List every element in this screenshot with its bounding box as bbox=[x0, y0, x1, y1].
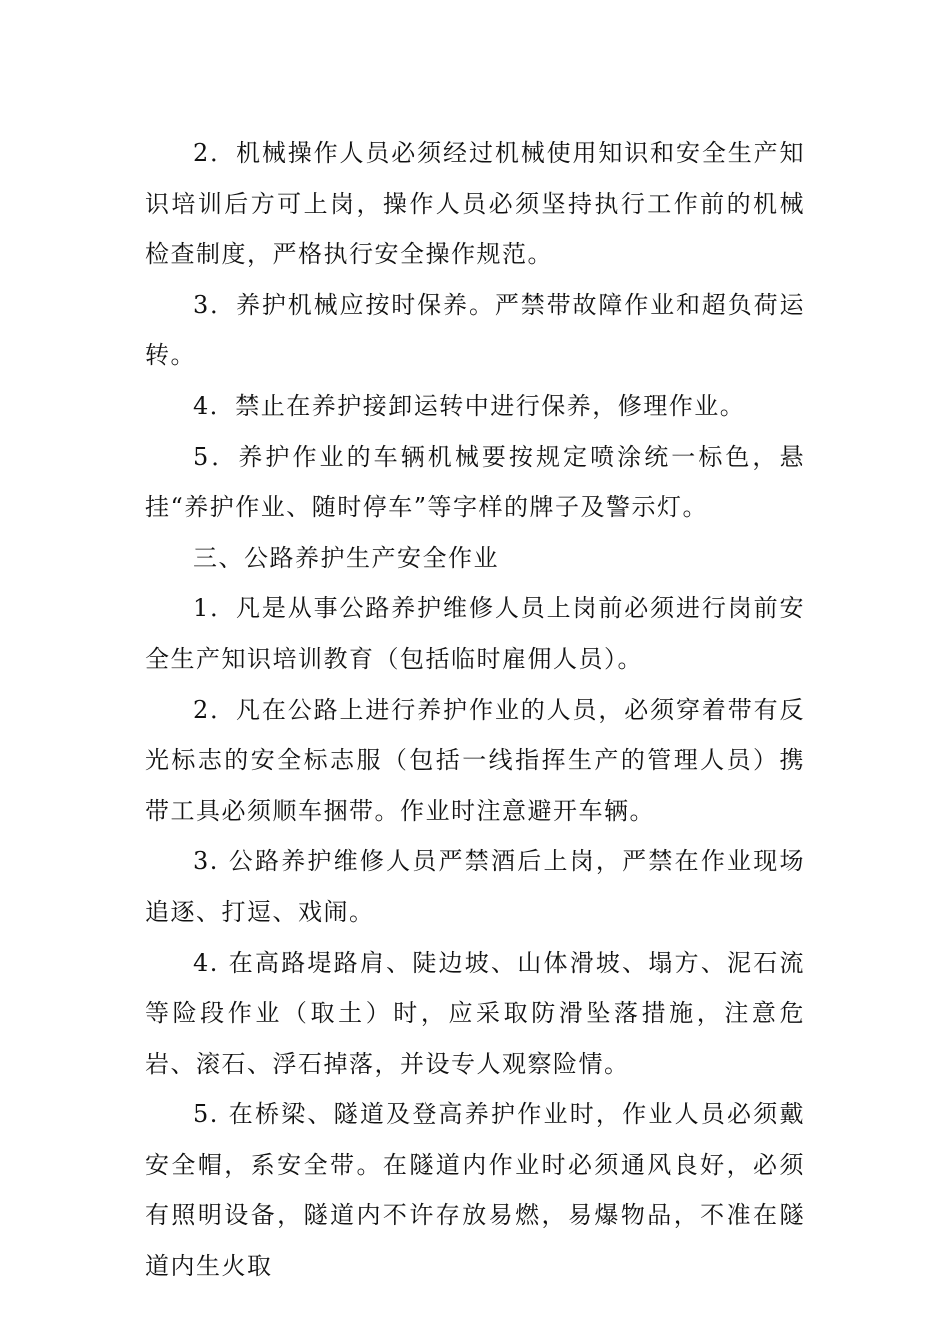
paragraph-vehicle-marking: 5．养护作业的车辆机械要按规定喷涂统一标色，悬挂“养护作业、随时停车”等字样的牌子及警示灯。 bbox=[145, 442, 805, 522]
paragraph-dangerous-sections: 4. 在高路堤路肩、陡边坡、山体滑坡、塌方、泥石流等险段作业（取土）时，应采取防滑坠落措施，注意危岩、滚石、浮石掉落，并设专人观察险情。 bbox=[145, 948, 805, 1078]
document-body bbox=[145, 128, 805, 1292]
section-heading-road-maintenance-safety: 三、公路养护生产安全作业 bbox=[193, 543, 499, 572]
paragraph-machine-operator-training: 2．机械操作人员必须经过机械使用知识和安全生产知识培训后方可上岗，操作人员必须坚持执行工作前的机械检查制度，严格执行安全操作规范。 bbox=[145, 139, 805, 269]
paragraph-pre-job-training: 1．凡是从事公路养护维修人员上岗前必须进行岗前安全生产知识培训教育（包括临时雇佣人员）。 bbox=[145, 594, 805, 673]
paragraph-machine-maintenance: 3．养护机械应按时保养。严禁带故障作业和超负荷运转。 bbox=[145, 290, 805, 370]
paragraph-no-alcohol: 3. 公路养护维修人员严禁酒后上岗，严禁在作业现场追逐、打逗、戏闹。 bbox=[145, 847, 805, 926]
paragraph-reflective-clothing: 2．凡在公路上进行养护作业的人员，必须穿着带有反光标志的安全标志服（包括一线指挥生产的管理人员）携带工具必须顺车捆带。作业时注意避开车辆。 bbox=[145, 695, 805, 825]
paragraph-bridge-tunnel-work: 5. 在桥梁、隧道及登高养护作业时，作业人员必须戴安全帽，系安全带。在隧道内作业时必须通风良好，必须有照明设备，隧道内不许存放易燃，易爆物品，不准在隧道内生火取 bbox=[145, 1100, 805, 1281]
paragraph-no-maintenance-during-operation: 4．禁止在养护接卸运转中进行保养，修理作业。 bbox=[193, 391, 746, 420]
